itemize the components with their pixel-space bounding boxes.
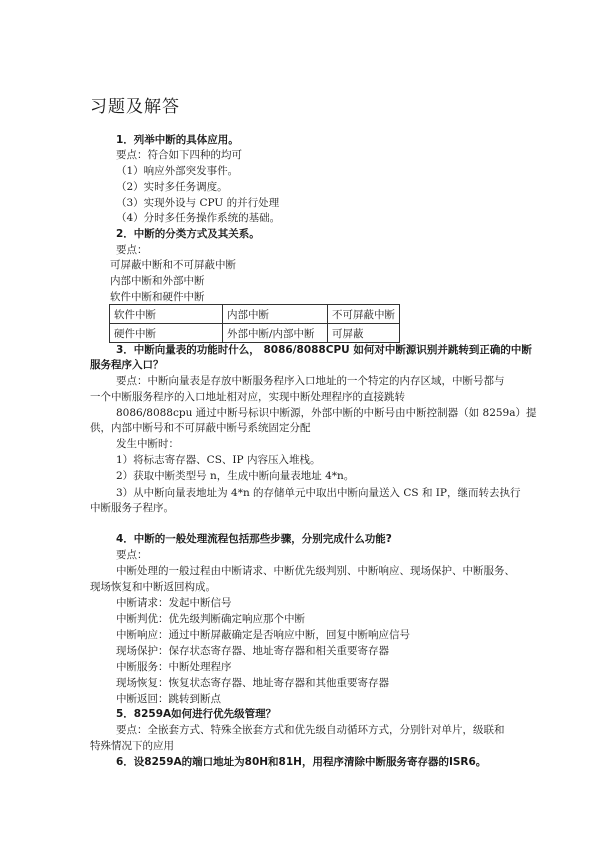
interrupt-table: [109, 304, 400, 343]
table-cell: 软件中断: [110, 305, 223, 324]
question-3: 3．中断向量表的功能时什么， 8086/8088CPU 如何对中断源识别并跳转到正确的中断: [116, 344, 532, 356]
question-6: 6．设8259A的端口地址为80H和81H，用程序清除中断服务寄存器的ISR6。: [116, 756, 487, 768]
text-line: 8086/8088cpu 通过中断号标识中断源，外部中断的中断号由中断控制器（如 8259a）提: [116, 407, 537, 419]
text-line: 供，内部中断号和不可屏蔽中断号系统固定分配: [90, 422, 311, 434]
text-line: 2）获取中断类型号 n，生成中断向量表地址 4*n。: [116, 470, 355, 482]
text-line: 要点：: [116, 244, 148, 256]
question-4: 4．中断的一般处理流程包括那些步骤，分别完成什么功能?: [116, 533, 392, 545]
text-line: 中断返回：跳转到断点: [116, 693, 221, 705]
text-line: 特殊情况下的应用: [90, 740, 174, 752]
text-line: 中断请求：发起中断信号: [116, 597, 232, 609]
question-1: 1．列举中断的具体应用。: [116, 134, 239, 146]
text-line: 要点：中断向量表是存放中断服务程序入口地址的一个特定的内存区域，中断号都与: [116, 375, 505, 387]
table-cell: 硬件中断: [110, 324, 223, 343]
text-line: 3）从中断向量表地址为 4*n 的存储单元中取出中断向量送入 CS 和 IP，继而转去执行: [116, 487, 521, 499]
text-line: 内部中断和外部中断: [110, 275, 205, 287]
text-line: 软件中断和硬件中断: [110, 291, 205, 303]
text-line: 1）将标志寄存器、CS、IP 内容压入堆栈。: [116, 454, 321, 466]
table-row: [110, 324, 400, 343]
text-line: （3）实现外设与 CPU 的并行处理: [116, 197, 280, 209]
table-cell: 内部中断: [223, 305, 328, 324]
text-line: 要点：全嵌套方式、特殊全嵌套方式和优先级自动循环方式，分别针对单片，级联和: [116, 724, 505, 736]
text-line: 一个中断服务程序的入口地址相对应，实现中断处理程序的直接跳转: [90, 391, 405, 403]
text-line: 现场恢复和中断返回构成。: [90, 581, 216, 593]
table-cell: 可屏蔽: [328, 324, 400, 343]
text-line: 中断响应：通过中断屏蔽确定是否响应中断，回复中断响应信号: [116, 629, 410, 641]
text-line: 现场恢复：恢复状态寄存器、地址寄存器和其他重要寄存器: [116, 677, 389, 689]
text-line: 中断判优：优先级判断确定响应那个中断: [116, 613, 305, 625]
question-3-cont: 服务程序入口？: [90, 359, 164, 371]
text-line: 中断服务：中断处理程序: [116, 661, 232, 673]
table-row: [110, 305, 400, 324]
text-line: 可屏蔽中断和不可屏蔽中断: [110, 259, 236, 271]
table-cell: 不可屏蔽中断: [328, 305, 400, 324]
text-line: 要点：: [116, 549, 148, 561]
text-line: 中断服务子程序。: [90, 502, 174, 514]
text-line: 现场保护：保存状态寄存器、地址寄存器和相关重要寄存器: [116, 645, 389, 657]
question-2: 2．中断的分类方式及其关系。: [116, 228, 260, 240]
text-line: 中断处理的一般过程由中断请求、中断优先级判别、中断响应、现场保护、中断服务、: [116, 565, 515, 577]
text-line: 要点：符合如下四种的均可: [116, 149, 242, 161]
table-cell: 外部中断/内部中断: [223, 324, 328, 343]
text-line: （4）分时多任务操作系统的基础。: [116, 212, 281, 224]
text-line: （2）实时多任务调度。: [116, 181, 228, 193]
question-5: 5．8259A如何进行优先级管理？: [116, 708, 277, 720]
text-line: 发生中断时：: [116, 438, 179, 450]
text-line: （1）响应外部突发事件。: [116, 165, 239, 177]
page-title: 习题及解答: [90, 97, 180, 117]
